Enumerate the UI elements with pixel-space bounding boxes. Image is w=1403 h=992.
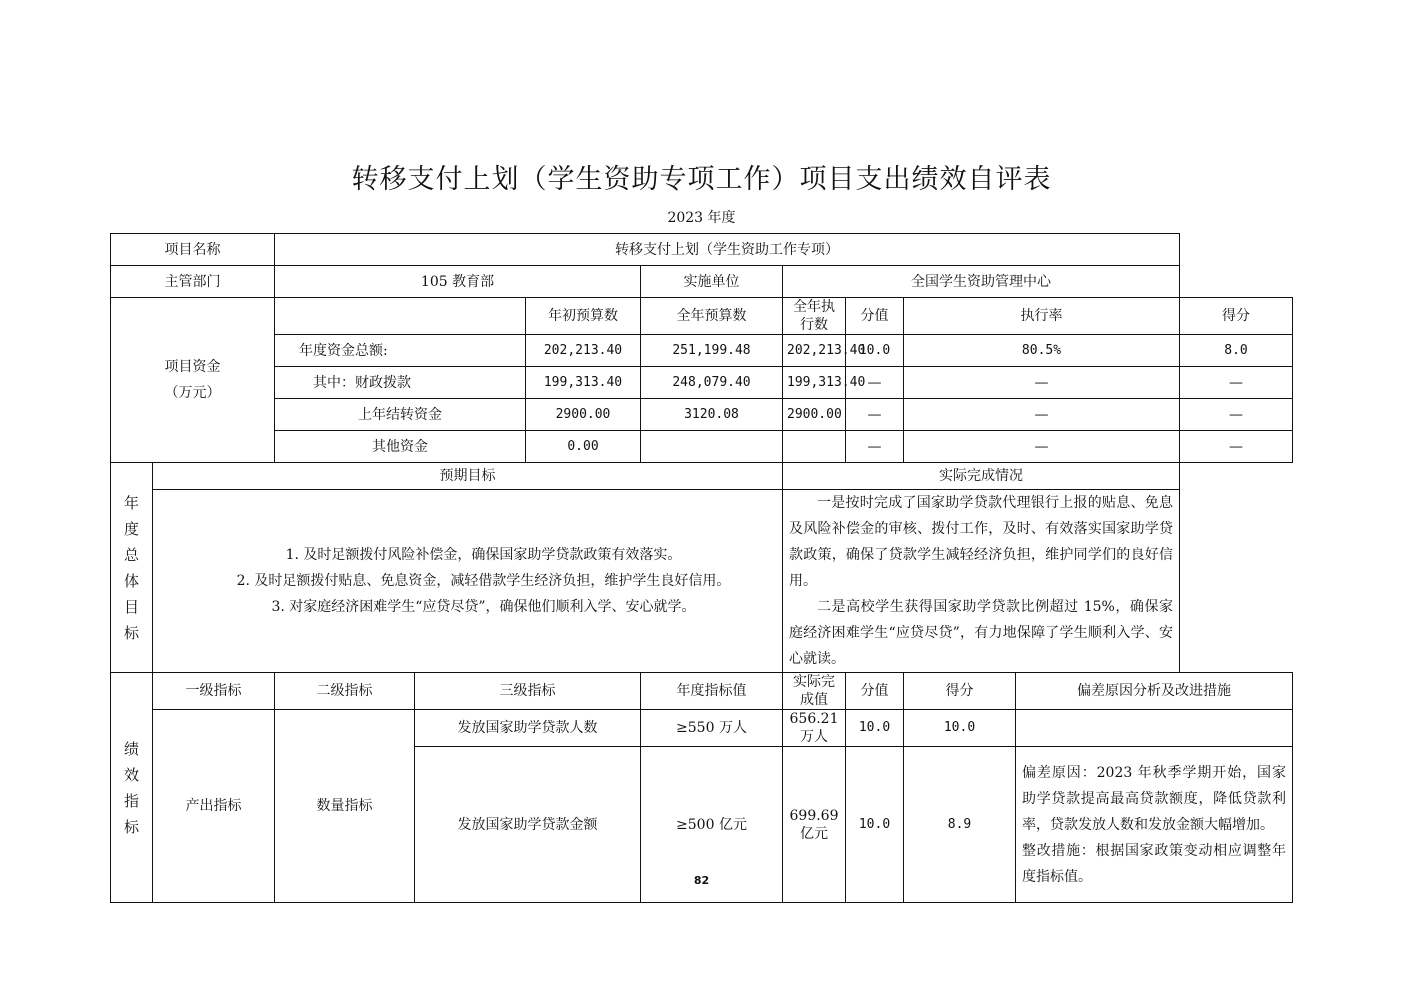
funds-label-line2: （万元） — [164, 385, 221, 401]
indicator-header-row — [111, 673, 1293, 710]
expected-goal-list — [153, 490, 783, 673]
indicator-actual: 656.21 万人 — [783, 710, 846, 747]
funds-header-row — [111, 298, 1293, 335]
actual-paragraph: 一是按时完成了国家助学贷款代理银行上报的贴息、免息及风险补偿金的审核、拨付工作，及时、有效落实国家助学贷款政策，确保了贷款学生减轻经济负担，维护同学们的良好信用。 — [789, 495, 1173, 589]
fund-full-year: 251,199.48 — [641, 335, 783, 367]
fund-executed: 199,313.40 — [783, 367, 846, 399]
funds-header-blank — [275, 298, 526, 335]
side-char: 总 — [123, 545, 139, 564]
project-name-label: 项目名称 — [111, 234, 275, 266]
indicator-score: 10.0 — [904, 710, 1016, 747]
expected-goal-item: 2. 及时足额拨付贴息、免息资金，减轻借款学生经济负担，维护学生良好信用。 — [236, 573, 731, 589]
actual-completion-header: 实际完成情况 — [783, 463, 1180, 490]
fund-full-year: 3120.08 — [641, 399, 783, 431]
department-label: 主管部门 — [111, 266, 275, 298]
page-title: 转移支付上划（学生资助专项工作）项目支出绩效自评表 — [351, 164, 1052, 195]
fund-name: 年度资金总额: — [275, 335, 526, 367]
indicator-score-value: 10.0 — [846, 747, 904, 903]
header-initial-budget: 年初预算数 — [526, 298, 641, 335]
header-level3: 三级指标 — [415, 673, 641, 710]
indicator-target: ≥550 万人 — [641, 710, 783, 747]
performance-table — [110, 233, 1293, 903]
header-executed: 全年执行数 — [783, 298, 846, 335]
header-score: 得分 — [1180, 298, 1293, 335]
fund-executed: 202,213.40 — [783, 335, 846, 367]
fund-score-value: — — [846, 367, 904, 399]
funds-label-line1: 项目资金 — [164, 359, 221, 375]
actual-completion-text — [783, 490, 1180, 673]
actual-paragraph: 二是高校学生获得国家助学贷款比例超过 15%，确保家庭经济困难学生“应贷尽贷”，有力地保障了学生顺利入学、安心就读。 — [789, 599, 1173, 667]
fund-initial: 0.00 — [526, 431, 641, 463]
goal-content-row — [111, 490, 1293, 673]
expected-goal-header: 预期目标 — [153, 463, 783, 490]
side-char: 标 — [123, 817, 139, 836]
indicator-score: 8.9 — [904, 747, 1016, 903]
unit-label: 实施单位 — [641, 266, 783, 298]
fund-rate: — — [904, 431, 1180, 463]
fund-score-value: 10.0 — [846, 335, 904, 367]
funds-label — [111, 298, 275, 463]
fund-rate: — — [904, 367, 1180, 399]
side-char: 目 — [123, 597, 139, 616]
fund-full-year — [641, 431, 783, 463]
header-score-value: 分值 — [846, 673, 904, 710]
side-char: 度 — [123, 519, 139, 538]
funds-row — [111, 399, 1293, 431]
fund-score-value: — — [846, 431, 904, 463]
fund-name: 其中：财政拨款 — [275, 367, 526, 399]
fund-score: 8.0 — [1180, 335, 1293, 367]
side-char: 效 — [123, 765, 139, 784]
fund-initial: 2900.00 — [526, 399, 641, 431]
fund-name: 上年结转资金 — [275, 399, 526, 431]
report-year: 2023 年度 — [667, 210, 736, 226]
indicator-row — [111, 710, 1293, 747]
project-name-value: 转移支付上划（学生资助工作专项） — [275, 234, 1180, 266]
fund-name: 其他资金 — [275, 431, 526, 463]
header-level2: 二级指标 — [275, 673, 415, 710]
header-execution-rate: 执行率 — [904, 298, 1180, 335]
header-score: 得分 — [904, 673, 1016, 710]
indicator-level1: 产出指标 — [153, 710, 275, 903]
fund-score: — — [1180, 431, 1293, 463]
fund-rate: 80.5% — [904, 335, 1180, 367]
side-char: 体 — [123, 571, 139, 590]
deviation-measure: 整改措施：根据国家政策变动相应调整年度指标值。 — [1022, 842, 1286, 885]
funds-row — [111, 335, 1293, 367]
indicator-level3: 发放国家助学贷款人数 — [415, 710, 641, 747]
unit-value: 全国学生资助管理中心 — [783, 266, 1180, 298]
goal-header-row — [111, 463, 1293, 490]
header-target: 年度指标值 — [641, 673, 783, 710]
department-value: 105 教育部 — [275, 266, 641, 298]
fund-executed — [783, 431, 846, 463]
indicator-target: ≥500 亿元 — [641, 747, 783, 903]
funds-row — [111, 431, 1293, 463]
header-score-value: 分值 — [846, 298, 904, 335]
header-full-year-budget: 全年预算数 — [641, 298, 783, 335]
deviation-reason: 偏差原因：2023 年秋季学期开始，国家助学贷款提高最高贷款额度，降低贷款利率，贷款发放人数和发放金额大幅增加。 — [1022, 764, 1286, 833]
indicator-level2: 数量指标 — [275, 710, 415, 903]
department-row — [111, 266, 1293, 298]
indicator-level3: 发放国家助学贷款金额 — [415, 747, 641, 903]
expected-goal-item: 3. 对家庭经济困难学生“应贷尽贷”，确保他们顺利入学、安心就学。 — [271, 599, 696, 615]
indicator-score-value: 10.0 — [846, 710, 904, 747]
fund-score: — — [1180, 399, 1293, 431]
page-number: 82 — [693, 874, 710, 887]
fund-full-year: 248,079.40 — [641, 367, 783, 399]
header-level1: 一级指标 — [153, 673, 275, 710]
funds-row — [111, 367, 1293, 399]
fund-score: — — [1180, 367, 1293, 399]
side-char: 绩 — [123, 739, 139, 758]
fund-executed: 2900.00 — [783, 399, 846, 431]
annual-goal-side-label — [111, 463, 153, 673]
fund-rate: — — [904, 399, 1180, 431]
expected-goal-item: 1. 及时足额拨付风险补偿金，确保国家助学贷款政策有效落实。 — [285, 547, 682, 563]
side-char: 指 — [123, 791, 139, 810]
side-char: 标 — [123, 623, 139, 642]
indicator-actual: 699.69 亿元 — [783, 747, 846, 903]
side-char: 年 — [123, 493, 139, 512]
fund-score-value: — — [846, 399, 904, 431]
header-actual: 实际完成值 — [783, 673, 846, 710]
project-name-row — [111, 234, 1293, 266]
fund-initial: 199,313.40 — [526, 367, 641, 399]
fund-initial: 202,213.40 — [526, 335, 641, 367]
header-deviation: 偏差原因分析及改进措施 — [1016, 673, 1293, 710]
indicator-side-label — [111, 673, 153, 903]
indicator-deviation — [1016, 710, 1293, 747]
